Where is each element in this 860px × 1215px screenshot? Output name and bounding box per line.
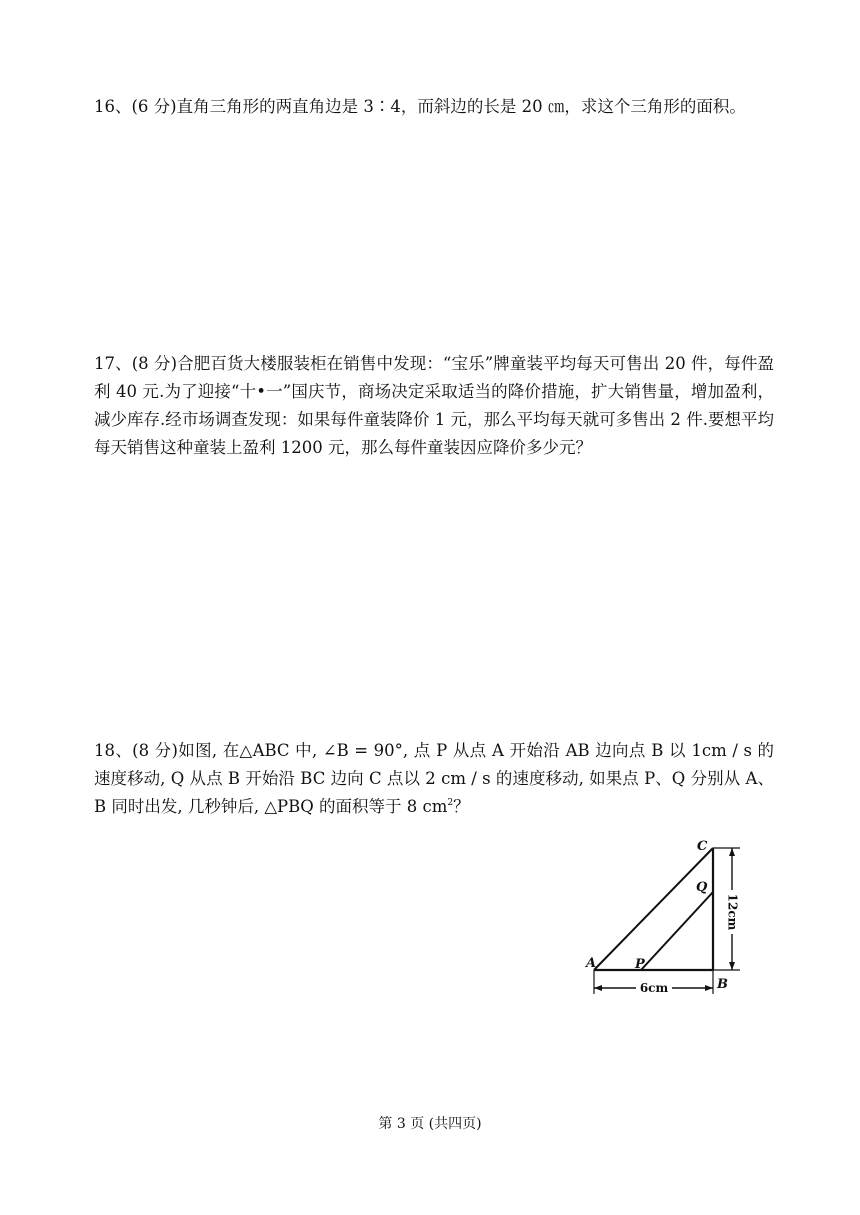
problem-18-main: 18、(8 分)如图, 在△ABC 中, ∠B = 90°, 点 P 从点 A 开始沿 AB 边向点 B 以 1cm / s 的速度移动, Q 从点 B 开始沿 BC 边向 C 点以 2 cm / s 的速度移动, 如果点 P、Q 分别从 A、B 同时出发, 几秒钟后, △PBQ 的面积等于 8 cm [94, 741, 774, 816]
problem-18-superscript: 2 [447, 798, 454, 808]
problem-18-text [94, 737, 774, 821]
label-c: C [697, 839, 708, 854]
label-q: Q [696, 880, 708, 895]
dim-bc-arrow-top [729, 848, 735, 856]
page-footer: 第 3 页 (共四页) [378, 1116, 482, 1132]
dim-ab-arrow-left [594, 985, 602, 991]
triangle-figure [580, 836, 750, 1006]
label-a: A [586, 956, 597, 971]
problem-17-text: 17、(8 分)合肥百货大楼服装柜在销售中发现：“宝乐”牌童装平均每天可售出 20 件，每件盈利 40 元.为了迎接“十•一”国庆节，商场决定采取适当的降价措施，扩大销售量，增加盈利，减少库存.经市场调查发现：如果每件童装降价 1 元，那么平均每天就可多售出 2 件.要想平均每天销售这种童装上盈利 1200 元，那么每件童装因应降价多少元？ [94, 354, 774, 457]
problem-16-text: 16、(6 分)直角三角形的两直角边是 3∶4，而斜边的长是 20 ㎝，求这个三角形的面积。 [94, 97, 746, 116]
dim-ab-label: 6cm [639, 981, 669, 995]
dim-ab-arrow-right [705, 985, 713, 991]
label-b: B [717, 977, 728, 992]
segment-pq [641, 892, 713, 970]
dim-bc-label: 12cm [725, 893, 740, 931]
problem-18-end: ？ [453, 797, 470, 816]
side-ac [594, 848, 713, 970]
dim-bc-arrow-bottom [729, 962, 735, 970]
label-p: P [635, 957, 645, 972]
